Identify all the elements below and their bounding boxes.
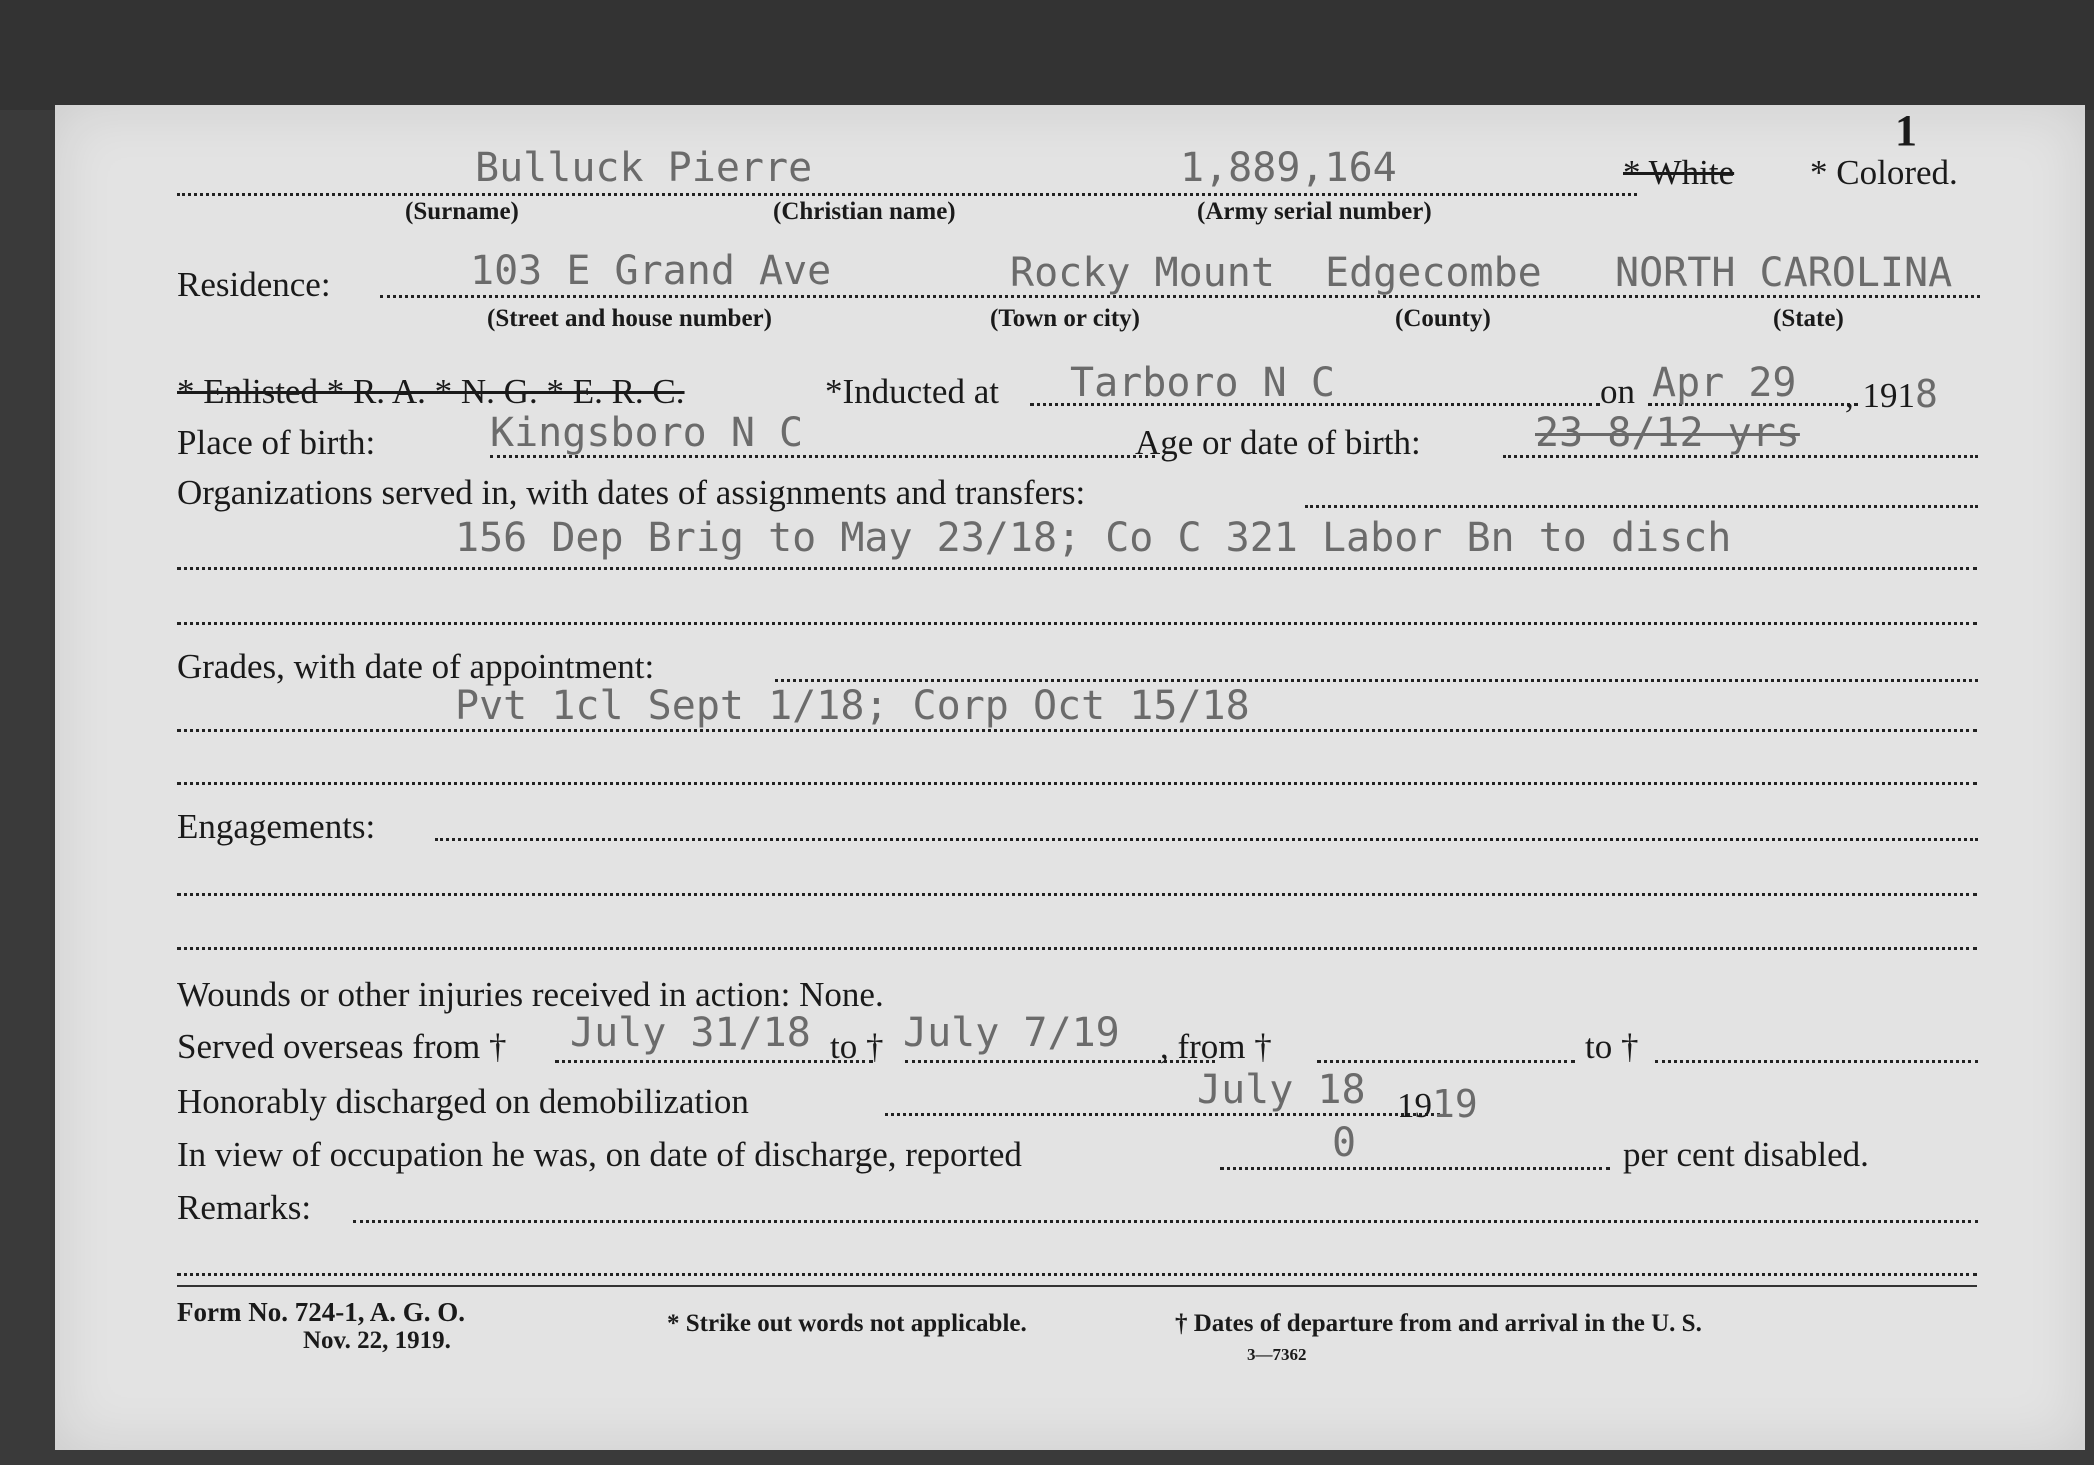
residence-street: 103 E Grand Ave xyxy=(470,248,832,294)
grades-underline-2 xyxy=(177,782,1977,785)
discharge-label: Honorably discharged on demobilization xyxy=(177,1082,749,1121)
remarks-label: Remarks: xyxy=(177,1188,312,1227)
enlisted-options: * Enlisted * R. A. * N. G. * E. R. C. xyxy=(177,372,685,411)
overseas-from2-label: , from † xyxy=(1160,1027,1272,1066)
strike-out-note: * Strike out words not applicable. xyxy=(667,1310,1027,1337)
form-number: Form No. 724-1, A. G. O. xyxy=(177,1297,465,1327)
surname-and-name: Bulluck Pierre xyxy=(475,145,813,191)
org-underline-1 xyxy=(177,567,1977,570)
grades-label: Grades, with date of appointment: xyxy=(177,647,655,686)
grades-line-1: Pvt 1cl Sept 1/18; Corp Oct 15/18 xyxy=(455,683,1250,729)
residence-label: Residence: xyxy=(177,265,331,304)
caption-surname: (Surname) xyxy=(405,198,519,225)
organizations-line-1: 156 Dep Brig to May 23/18; Co C 321 Labor Bn to disch xyxy=(455,515,1732,561)
overseas-to2-underline xyxy=(1655,1060,1978,1063)
name-underline xyxy=(177,193,1637,196)
place-of-birth: Kingsboro N C xyxy=(490,410,804,456)
engagements-label: Engagements: xyxy=(177,807,376,846)
residence-county: Edgecombe xyxy=(1325,250,1542,296)
age-value: 23 8/12 yrs xyxy=(1535,410,1800,456)
wounds-line: Wounds or other injuries received in action: None. xyxy=(177,975,884,1014)
caption-state: (State) xyxy=(1773,305,1844,332)
overseas-to-label: to † xyxy=(830,1027,884,1066)
form-date: Nov. 22, 1919. xyxy=(303,1327,451,1354)
caption-serial-number: (Army serial number) xyxy=(1197,198,1432,225)
discharge-year: 1919 xyxy=(1397,1082,1478,1126)
caption-street: (Street and house number) xyxy=(487,305,772,332)
overseas-from-underline xyxy=(555,1060,873,1063)
print-code: 3—7362 xyxy=(1247,1345,1307,1364)
grades-underline-1 xyxy=(177,729,1977,732)
remarks-underline-0 xyxy=(353,1220,1978,1223)
organizations-label: Organizations served in, with dates of assignments and transfers: xyxy=(177,473,1086,512)
overseas-to2-label: to † xyxy=(1585,1027,1639,1066)
discharge-underline xyxy=(885,1113,1440,1116)
overseas-from2-underline xyxy=(1317,1060,1575,1063)
caption-christian-name: (Christian name) xyxy=(773,198,956,225)
induction-year: , 1918 xyxy=(1845,372,1938,416)
overseas-label: Served overseas from † xyxy=(177,1027,507,1066)
disability-underline xyxy=(1220,1167,1610,1170)
grades-underline-0 xyxy=(775,679,1978,682)
colored-option: * Colored. xyxy=(1810,153,1958,192)
engagements-underline-2 xyxy=(177,947,1977,950)
place-of-birth-label: Place of birth: xyxy=(177,423,376,462)
white-option: * White xyxy=(1623,153,1735,192)
discharge-date: July 18 xyxy=(1197,1067,1366,1113)
disability-value: 0 xyxy=(1332,1120,1357,1166)
card-number: 1 xyxy=(1895,106,1917,155)
engagements-underline-0 xyxy=(435,838,1978,841)
on-label: on xyxy=(1600,372,1635,411)
dates-note: † Dates of departure from and arrival in the U. S. xyxy=(1175,1310,1702,1337)
induction-date: Apr 29 xyxy=(1652,360,1797,406)
army-serial-number: 1,889,164 xyxy=(1180,145,1397,191)
disability-label: In view of occupation he was, on date of discharge, reported xyxy=(177,1135,1022,1174)
scanner-background xyxy=(0,0,2094,110)
footer-rule xyxy=(177,1285,1977,1287)
org-underline-2 xyxy=(177,622,1977,625)
remarks-underline-1 xyxy=(177,1273,1977,1276)
engagements-underline-1 xyxy=(177,893,1977,896)
disability-suffix: per cent disabled. xyxy=(1623,1135,1869,1174)
residence-town: Rocky Mount xyxy=(1010,250,1275,296)
age-label: Age or date of birth: xyxy=(1135,423,1421,462)
inducted-place: Tarboro N C xyxy=(1070,360,1335,406)
caption-county: (County) xyxy=(1395,305,1491,332)
overseas-to-date: July 7/19 xyxy=(903,1010,1120,1056)
overseas-from-date: July 31/18 xyxy=(570,1010,811,1056)
org-underline-0 xyxy=(1305,505,1978,508)
inducted-label: *Inducted at xyxy=(825,372,999,411)
service-record-card xyxy=(55,105,2085,1450)
caption-town: (Town or city) xyxy=(990,305,1140,332)
residence-state: NORTH CAROLINA xyxy=(1615,250,1953,296)
